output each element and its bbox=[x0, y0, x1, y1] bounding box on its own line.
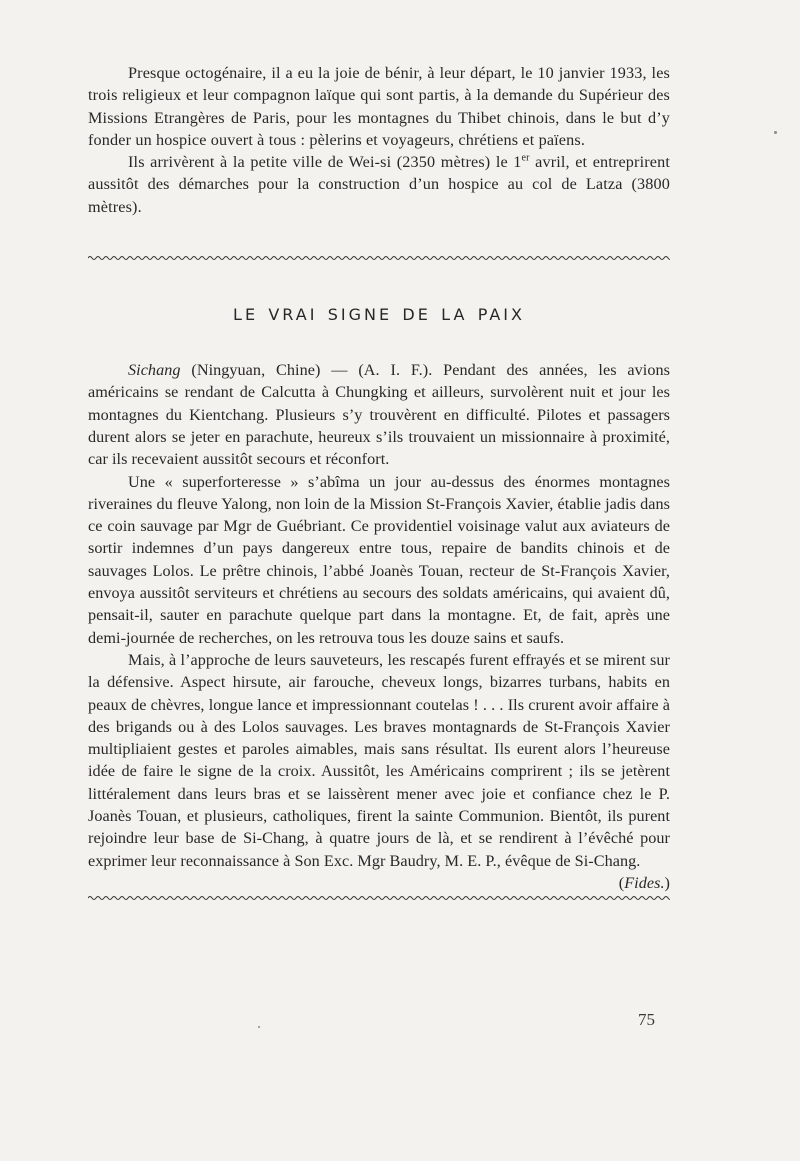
dateline-place: Sichang bbox=[128, 361, 181, 380]
wavy-divider-top-line bbox=[88, 257, 670, 260]
ordinal-superscript: er bbox=[521, 152, 530, 164]
intro-paragraph-2-end: avril, et entreprirent aussitôt des démarches pour la construction d’un hospice au col de Latza (3800 mètres). bbox=[88, 153, 670, 216]
article-body bbox=[88, 359, 670, 892]
wavy-divider-bottom-line bbox=[88, 897, 670, 900]
source-credit-name: Fides. bbox=[624, 873, 665, 892]
article-title: le vrai signe de la paix bbox=[233, 300, 525, 327]
page-content bbox=[88, 62, 670, 902]
wavy-divider-top bbox=[88, 254, 670, 262]
article-paragraph-3-text: Mais, à l’approche de leurs sauveteurs, les rescapés furent effrayés et se mirent sur la défensive. Aspect hirsute, air farouche, cheveux longs, bizarres turbans, habits en peaux de chèvres, longue lance et impressionnant coutelas ! . . . Ils crurent avoir affaire à des brigands ou à des Lolos sauvages. Les braves montagnards de St-François Xavier multipliaient gestes et paroles aimables, mais sans résultat. Ils eurent alors l’heureuse idée de faire le signe de la croix. Aussitôt, les Américains comprirent ; ils se jetèrent littéralement dans leurs bras et se laissèrent mener avec joie et confiance chez le P. Joanès Touan, et plusieurs, catholiques, firent la sainte Communion. Bientôt, ils purent rejoindre leur base de Si-Chang, à quatre jours de là, et se rendirent à l’évêché pour exprimer leur reconnaissance à Son Exc. Mgr Baudry, M. E. P., évêque de Si-Chang. bbox=[88, 650, 670, 870]
article-paragraph-1 bbox=[88, 359, 670, 470]
paper-speck bbox=[258, 1026, 260, 1028]
source-credit bbox=[579, 872, 670, 894]
source-credit-open: ( bbox=[618, 873, 625, 892]
source-credit-close: ) bbox=[664, 873, 670, 892]
intro-paragraph-2-start: Ils arrivèrent à la petite ville de Wei-si (2350 mètres) le 1 bbox=[128, 153, 522, 172]
paper-speck bbox=[774, 131, 777, 134]
intro-paragraph-2 bbox=[88, 151, 670, 218]
article-paragraph-2: Une « superforteresse » s’abîma un jour au-dessus des énormes montagnes riveraines du fleuve Yalong, non loin de la Mission St-François Xavier, établie jadis dans ce coin sauvage par Mgr de Guébriant. Ce providentiel voisinage valut aux aviateurs de sortir indemnes d’un pays dangereux entre tous, repaire de bandits chinois et de sauvages Lolos. Le prêtre chinois, l’abbé Joanès Touan, recteur de St-François Xavier, envoya aussitôt serviteurs et chrétiens au secours des soldats américains, qui avaient dû, pensait-il, sauter en parachute quelque part dans la montagne. Et, de fait, après une demi-journée de recherches, on les retrouva tous les douze sains et saufs. bbox=[88, 472, 670, 647]
wavy-divider-bottom bbox=[88, 894, 670, 902]
article-paragraph-1-text: (Ningyuan, Chine) — (A. I. F.). Pendant des années, les avions américains se rendant de Calcutta à Chungking et ailleurs, survolèrent nuit et jour les montagnes du Kientchang. Plusieurs s’y trouvèrent en difficulté. Pilotes et passagers durent alors se jeter en parachute, heureux s’ils trouvaient un missionnaire à proximité, car ils recevaient aussitôt secours et réconfort. bbox=[88, 361, 670, 469]
article-paragraph-3 bbox=[88, 649, 670, 892]
page-number: 75 bbox=[638, 1010, 655, 1029]
intro-section bbox=[88, 62, 670, 218]
intro-paragraph-1: Presque octogénaire, il a eu la joie de bénir, à leur départ, le 10 janvier 1933, les trois religieux et leur compagnon laïque qui sont partis, à la demande du Supérieur des Missions Etrangères de Paris, pour les montagnes du Thibet chinois, dans le but d’y fonder un hospice ouvert à tous : pèlerins et voyageurs, chrétiens et païens. bbox=[88, 64, 670, 149]
